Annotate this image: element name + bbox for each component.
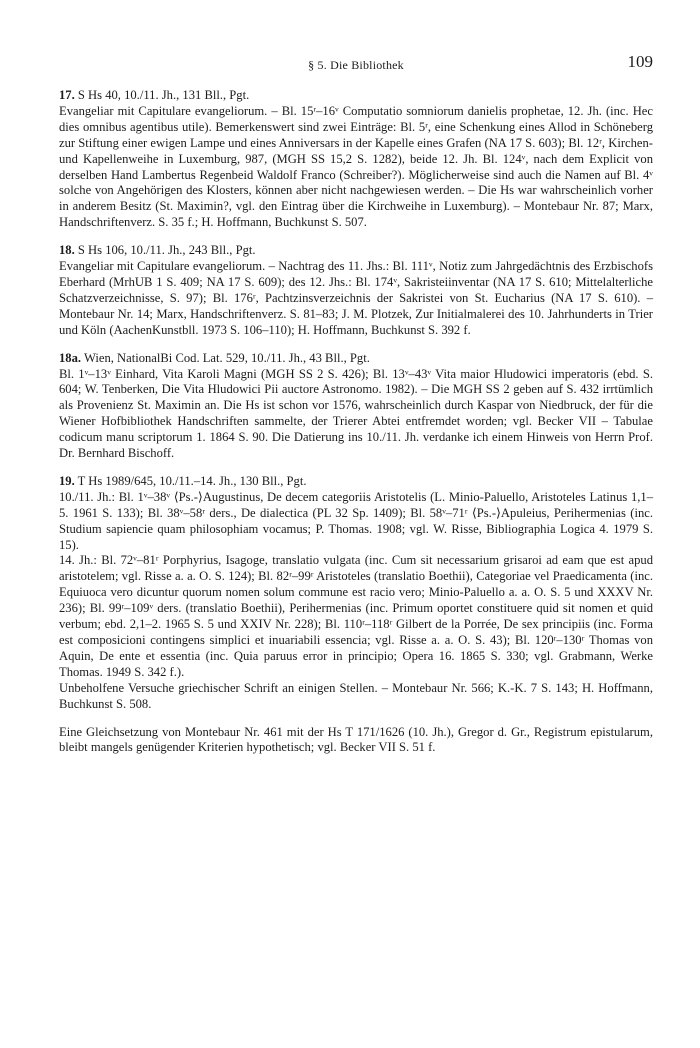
entry-shelfmark: S Hs 40, 10./11. Jh., 131 Bll., Pgt. [77, 88, 250, 102]
catalog-entry-19 [59, 474, 653, 713]
entry-body [59, 490, 653, 713]
entry-heading [59, 88, 653, 104]
catalog-entry-18a [59, 351, 653, 462]
entry-heading [59, 474, 653, 490]
entry-body [59, 259, 653, 339]
page [59, 52, 653, 756]
entry-paragraph: 10./11. Jh.: Bl. 1ᵛ–38ᵛ ⟨Ps.-⟩Augustinus, De decem categoriis Aristotelis (L. Minio-Paluello, Aristoteles Latinus 1,1–5. 1961 S. 133); Bl. 38ᵛ–58ʳ ders., De dialectica (PL 32 Sp. 1409); Bl. 58ᵛ–71ʳ ⟨Ps.-⟩Apuleius, Perihermenias (inc. Studium sapiencie quam philosophiam vocamus; P. Thomas. 1908; vgl. W. Risse, Bibliographia Logica 4. 1979 S. 15). [59, 489, 653, 552]
entry-paragraph: Evangeliar mit Capitulare evangeliorum. – Nachtrag des 11. Jhs.: Bl. 111ᵛ, Notiz zum Jahrgedächtnis des Erzbischofs Eberhard (MrhUB 1 S. 409; NA 17 S. 609); des 12. Jhs.: Bl. 174ᵛ, Sakristeiinventar (NA 17 S. 610; Mittelalterliche Schatzverzeichnisse, S. 97); Bl. 176ʳ, Pachtzinsverzeichnis der Sakristei von St. Eucharius (NA 17 S. 610). – Montebaur Nr. 14; Marx, Handschriftenverz. S. 81–83; J. M. Plotzek, Zur Initialmalerei des 10. Jahrhunderts in Trier und Köln (AachenKunstbll. 1973 S. 106–110); H. Hoffmann, Buchkunst S. 392 f. [59, 259, 653, 337]
entry-paragraph: Bl. 1ᵛ–13ᵛ Einhard, Vita Karoli Magni (MGH SS 2 S. 426); Bl. 13ᵛ–43ᵛ Vita maior Hludowici imperatoris (ebd. S. 604; W. Tenberken, Die Vita Hludowici Pii auctore Astronomo. 1982). – Die MGH SS 2 geben auf S. 432 irrtümlich als Provenienz St. Maximin an. Die Hs ist schon vor 1576, wahrscheinlich durch Kaspar von Niedbruck, der für die Wiener Hofbibliothek Handschriften sammelte, der Trierer Abtei entfremdet worden; vgl. Becker VII – Tabulae codicum manu scriptorum 1. 1864 S. 90. Die Datierung ins 10./11. Jh. verdanke ich einem Hinweis von Herrn Prof. Dr. Bernhard Bischoff. [59, 366, 653, 461]
catalog-entry-18 [59, 243, 653, 338]
entry-paragraph: Evangeliar mit Capitulare evangeliorum. – Bl. 15ʳ–16ᵛ Computatio somniorum danielis prophetae, 12. Jh. (inc. Hec dies omnibus agentibus utile). Bemerkenswert sind zwei Einträge: Bl. 5ʳ, eine Schenkung eines Allod in Schöneberg zur Stiftung einer ewigen Lampe und eines Anniversars in der Kapelle eines Grafen (NA 17 S. 603); Bl. 12ʳ, Kirchen- und Kapellenweihe in Luxemburg, 987, (MGH SS 15,2 S. 1282), beide 12. Jh. Bl. 124ᵛ, nach dem Explicit von derselben Hand Lambertus Regenbeid Waldolf Franco (Schreiber?). Möglicherweise sind auch die Namen auf Bl. 4ᵛ solche von Angehörigen des Klosters, können aber nicht nachgewiesen werden. – Die Hs war wahrscheinlich vorher in anderem Besitz (St. Maximin?, vgl. den Eintrag über die Kirchweihe in Luxemburg). – Montebaur Nr. 87; Marx, Handschriftenverz. S. 35 f.; H. Hoffmann, Buchkunst S. 507. [59, 103, 653, 230]
entry-shelfmark: T Hs 1989/645, 10./11.–14. Jh., 130 Bll., Pgt. [77, 473, 307, 488]
entry-heading [59, 351, 653, 367]
page-number: 109 [627, 52, 653, 71]
running-title: § 5. Die Bibliothek [308, 58, 404, 72]
closing-note-text: Eine Gleichsetzung von Montebaur Nr. 461 mit der Hs T 171/1626 (10. Jh.), Gregor d. Gr., Registrum epistularum, bleibt mangels genügender Kriterien hypothetisch; vgl. Becker VII S. 51 f. [59, 724, 653, 755]
entry-body [59, 104, 653, 231]
entry-heading [59, 243, 653, 259]
catalog-entry-17 [59, 88, 653, 231]
entry-paragraph: 14. Jh.: Bl. 72ᵛ–81ʳ Porphyrius, Isagoge, translatio vulgata (inc. Cum sit necessarium grisaroi ad eam que est apud aristotelem; vgl. Risse a. a. O. S. 124); Bl. 82ʳ–99ʳ Aristoteles (translatio Boethii), Categoriae vel Praedicamenta (inc. Equiuoca vero dicuntur quorum nomen solum commune est racio vero; Minio-Paluello a. a. O. S. 5 und XXXV Nr. 236); Bl. 99ʳ–109ᵛ ders. (translatio Boethii), Perihermenias (inc. Primum oportet constituere quid sit nomen et quid verbum; ebd. 2,1–2. 1965 S. 5 und XXIV Nr. 228); Bl. 110ʳ–118ʳ Gilbert de la Porrée, De sex principiis (inc. Forma est composicioni contingens simplici et inuariabili essencia; vgl. Risse a. a. O. S. 43); Bl. 120ʳ–130ʳ Thomas von Aquin, De ente et essentia (inc. Quia paruus error in principio; Opera 16. 1865 S. 330; vgl. Grabmann, Werke Thomas. 1949 S. 342 f.). [59, 553, 653, 679]
closing-note [59, 725, 653, 757]
entry-number: 19. [59, 473, 75, 488]
entry-number: 18. [59, 243, 75, 258]
entry-shelfmark: Wien, NationalBi Cod. Lat. 529, 10./11. Jh., 43 Bll., Pgt. [83, 350, 370, 365]
entry-number: 17. [59, 88, 75, 102]
entry-body [59, 367, 653, 462]
entry-paragraph: Unbeholfene Versuche griechischer Schrift an einigen Stellen. – Montebaur Nr. 566; K.-K. 7 S. 143; H. Hoffmann, Buchkunst S. 508. [59, 680, 653, 711]
running-head [59, 52, 653, 78]
entry-number: 18a. [59, 350, 82, 365]
entry-shelfmark: S Hs 106, 10./11. Jh., 243 Bll., Pgt. [77, 243, 256, 258]
